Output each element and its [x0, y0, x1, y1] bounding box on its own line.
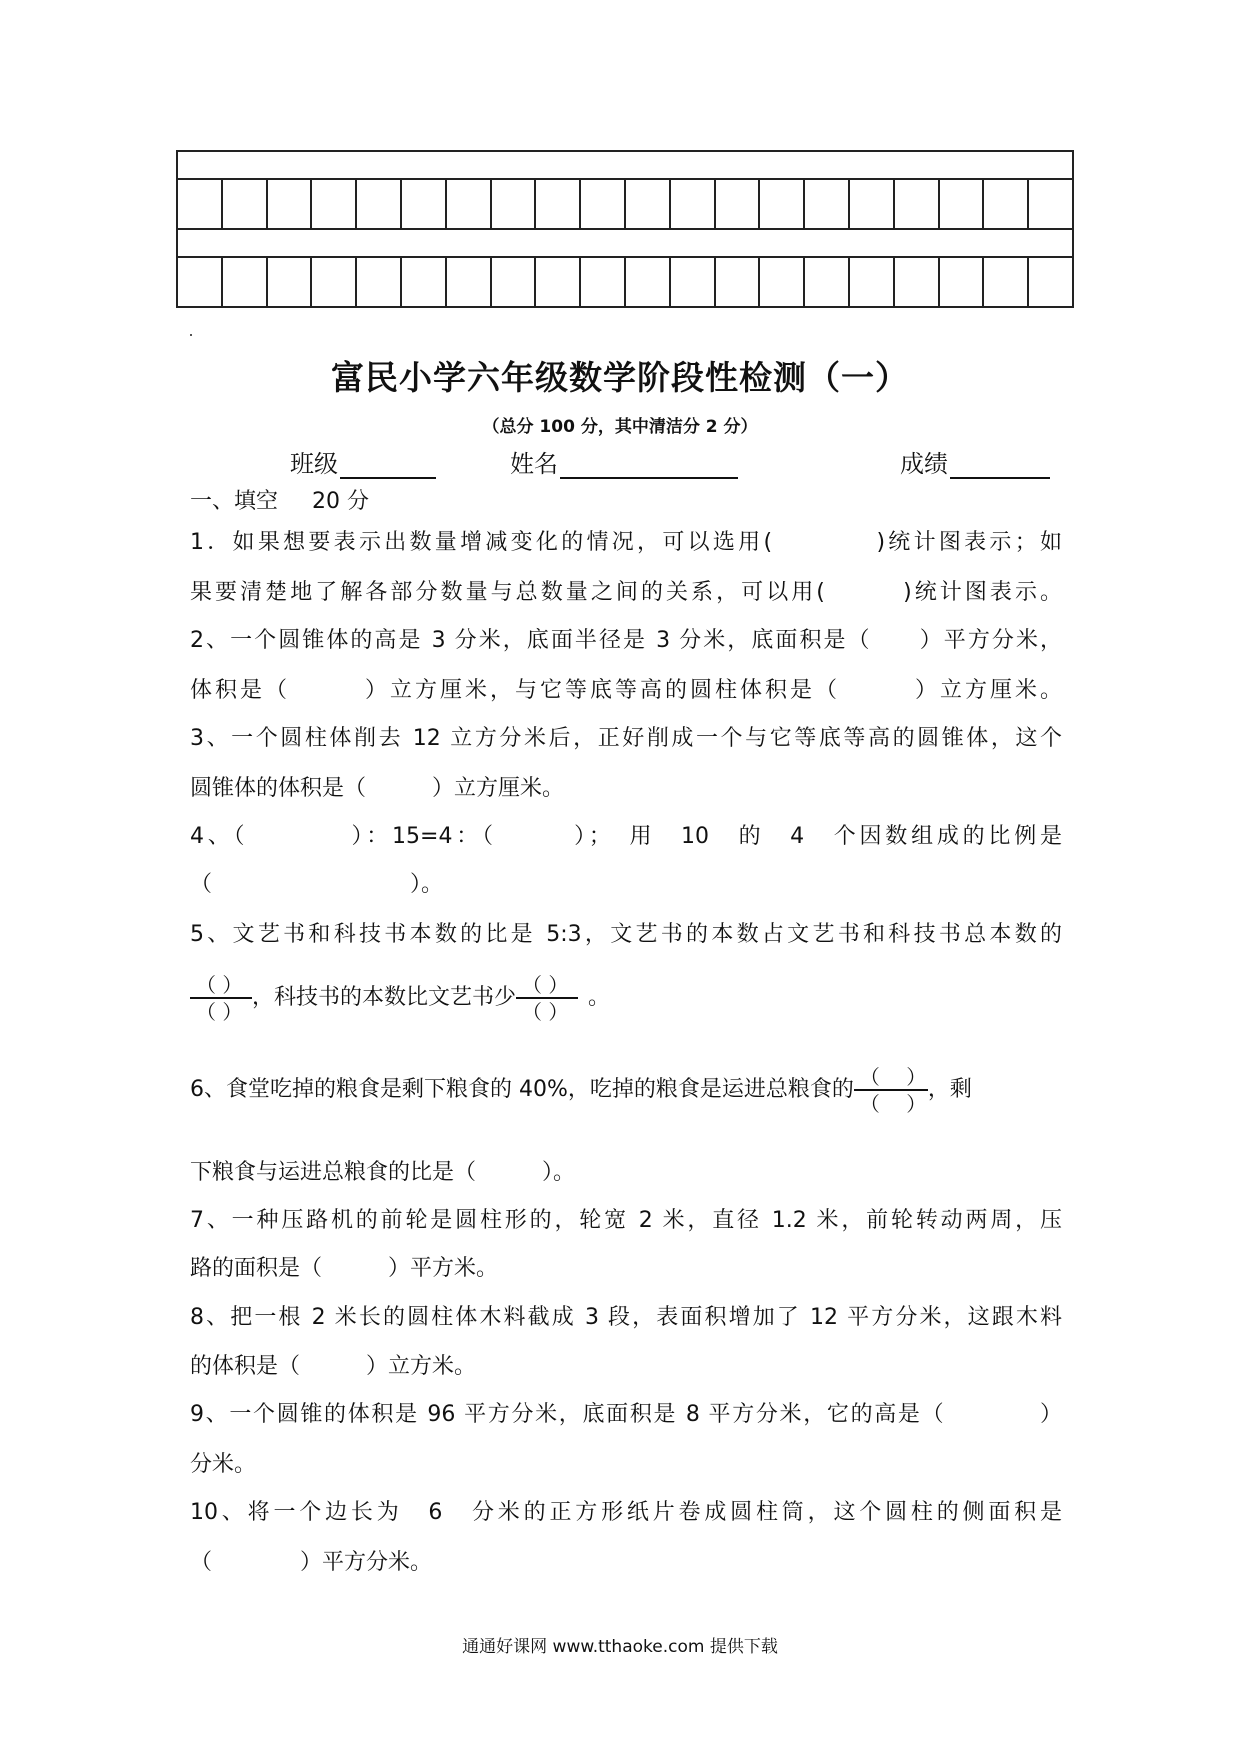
question-2-line-1: 2、一个圆锥体的高是 3 分米，底面半径是 3 分米，底面积是（ ）平方分米，	[190, 628, 1062, 653]
class-field	[290, 444, 436, 479]
header-grid-cell	[715, 179, 760, 229]
question-10-line-2: （ ）平方分米。	[190, 1550, 433, 1575]
header-grid-row-blank	[177, 151, 1073, 179]
question-4-line-1: 4、（ ）：15=4：（ ）； 用 10 的 4 个因数组成的比例是	[190, 824, 1062, 849]
header-grid-cell	[491, 257, 536, 307]
header-grid-cell	[580, 257, 625, 307]
header-grid-cell	[222, 179, 267, 229]
header-grid-cell	[311, 257, 356, 307]
header-grid-cell	[401, 179, 446, 229]
question-9-line-1: 9、一个圆锥的体积是 96 平方分米，底面积是 8 平方分米，它的高是（ ）	[190, 1402, 1062, 1427]
question-3-line-1: 3、一个圆柱体削去 12 立方分米后，正好削成一个与它等底等高的圆锥体，这个	[190, 726, 1062, 751]
section-label: 一、填空	[190, 489, 279, 514]
question-1-line-1: 1．如果想要表示出数量增减变化的情况，可以选用( )统计图表示；如	[190, 530, 1062, 555]
page-title: 富民小学六年级数学阶段性检测（一）	[331, 358, 909, 397]
question-4-line-2: （ ）。	[190, 872, 444, 897]
header-grid-cell	[1028, 257, 1073, 307]
header-grid-cell	[267, 179, 312, 229]
section-points: 20 分	[312, 489, 370, 514]
header-grid-cell	[311, 179, 356, 229]
header-grid-cell	[580, 179, 625, 229]
header-grid-cell	[177, 179, 222, 229]
question-5-line-1: 5、文艺书和科技书本数的比是 5:3，文艺书的本数占文艺书和科技书总本数的	[190, 922, 1062, 947]
question-5-fraction-1	[190, 972, 252, 1024]
page-subtitle: （总分 100 分，其中清洁分 2 分）	[482, 417, 758, 437]
header-grid-cell	[356, 257, 401, 307]
header-grid-cell	[1028, 179, 1073, 229]
header-grid-cell	[446, 257, 491, 307]
header-grid-cell	[535, 179, 580, 229]
header-grid-cell	[177, 257, 222, 307]
header-grid-cell	[759, 257, 804, 307]
question-7-line-1: 7、一种压路机的前轮是圆柱形的，轮宽 2 米，直径 1.2 米，前轮转动两周，压	[190, 1208, 1062, 1233]
header-grid-cell	[356, 179, 401, 229]
score-field	[900, 444, 1050, 479]
header-grid-row-cells	[177, 179, 1073, 229]
header-grid-cell	[267, 257, 312, 307]
header-grid-cell	[939, 179, 984, 229]
header-grid-cell	[625, 257, 670, 307]
header-grid-cell	[670, 179, 715, 229]
header-grid-cell	[715, 257, 760, 307]
name-field	[510, 444, 738, 479]
header-grid-cell	[446, 179, 491, 229]
question-3-line-2: 圆锥体的体积是（ ）立方厘米。	[190, 776, 565, 801]
header-grid-cell	[894, 179, 939, 229]
header-grid-cell	[983, 179, 1028, 229]
question-5-line-2	[190, 968, 1062, 1028]
header-grid-cell	[804, 257, 849, 307]
fraction-numerator: （ ）	[516, 975, 578, 999]
question-1-line-2: 果要清楚地了解各部分数量与总数量之间的关系，可以用( )统计图表示。	[190, 580, 1062, 605]
class-blank[interactable]	[340, 451, 436, 479]
question-8-line-1: 8、把一根 2 米长的圆柱体木料截成 3 段，表面积增加了 12 平方分米，这跟木料	[190, 1305, 1062, 1330]
header-grid-cell	[894, 257, 939, 307]
question-5-end-text: 。	[588, 985, 611, 1010]
header-grid-cell	[625, 179, 670, 229]
score-blank[interactable]	[950, 451, 1050, 479]
header-grid-cell	[535, 257, 580, 307]
header-grid-cell	[804, 179, 849, 229]
header-grid-cell	[222, 257, 267, 307]
fraction-numerator: （ ）	[854, 1067, 928, 1091]
header-grid-row-blank	[177, 229, 1073, 257]
question-5-middle-text: ，科技书的本数比文艺书少	[252, 985, 517, 1010]
question-6-line-1	[190, 1060, 1062, 1120]
question-2-line-2: 体积是（ ）立方厘米，与它等底等高的圆柱体积是（ ）立方厘米。	[190, 678, 1062, 703]
header-grid-cell	[849, 179, 894, 229]
fraction-denominator: （ ）	[522, 999, 569, 1024]
header-grid	[176, 150, 1074, 308]
header-grid-cell	[491, 179, 536, 229]
stray-dot	[190, 334, 192, 336]
header-grid-cell	[983, 257, 1028, 307]
name-blank[interactable]	[560, 451, 738, 479]
question-8-line-2: 的体积是（ ）立方米。	[190, 1354, 477, 1379]
question-6-line-2: 下粮食与运进总粮食的比是（ ）。	[190, 1160, 576, 1185]
header-grid-cell	[849, 257, 894, 307]
header-grid-row-cells	[177, 257, 1073, 307]
question-10-line-1: 10、将一个边长为 6 分米的正方形纸片卷成圆柱筒，这个圆柱的侧面积是	[190, 1500, 1062, 1525]
section-heading	[190, 484, 369, 515]
name-label: 姓名	[510, 450, 558, 478]
header-grid-cell	[401, 257, 446, 307]
question-7-line-2: 路的面积是（ ）平方米。	[190, 1256, 499, 1281]
fraction-denominator: （ ）	[196, 999, 243, 1024]
class-label: 班级	[290, 450, 338, 478]
footer-credit: 通通好课网 www.tthaoke.com 提供下载	[462, 1637, 778, 1657]
question-6-end-text: ，剩	[927, 1077, 972, 1102]
score-label: 成绩	[900, 450, 948, 478]
header-grid-cell	[759, 179, 804, 229]
header-grid-cell	[670, 257, 715, 307]
question-6-fraction	[854, 1064, 928, 1116]
question-9-line-2: 分米。	[190, 1452, 257, 1477]
question-6-text: 6、食堂吃掉的粮食是剩下粮食的 40%，吃掉的粮食是运进总粮食的	[190, 1077, 854, 1102]
header-grid-cell	[939, 257, 984, 307]
fraction-numerator: （ ）	[190, 975, 252, 999]
fraction-denominator: （ ）	[859, 1091, 927, 1116]
question-5-fraction-2	[516, 972, 578, 1024]
